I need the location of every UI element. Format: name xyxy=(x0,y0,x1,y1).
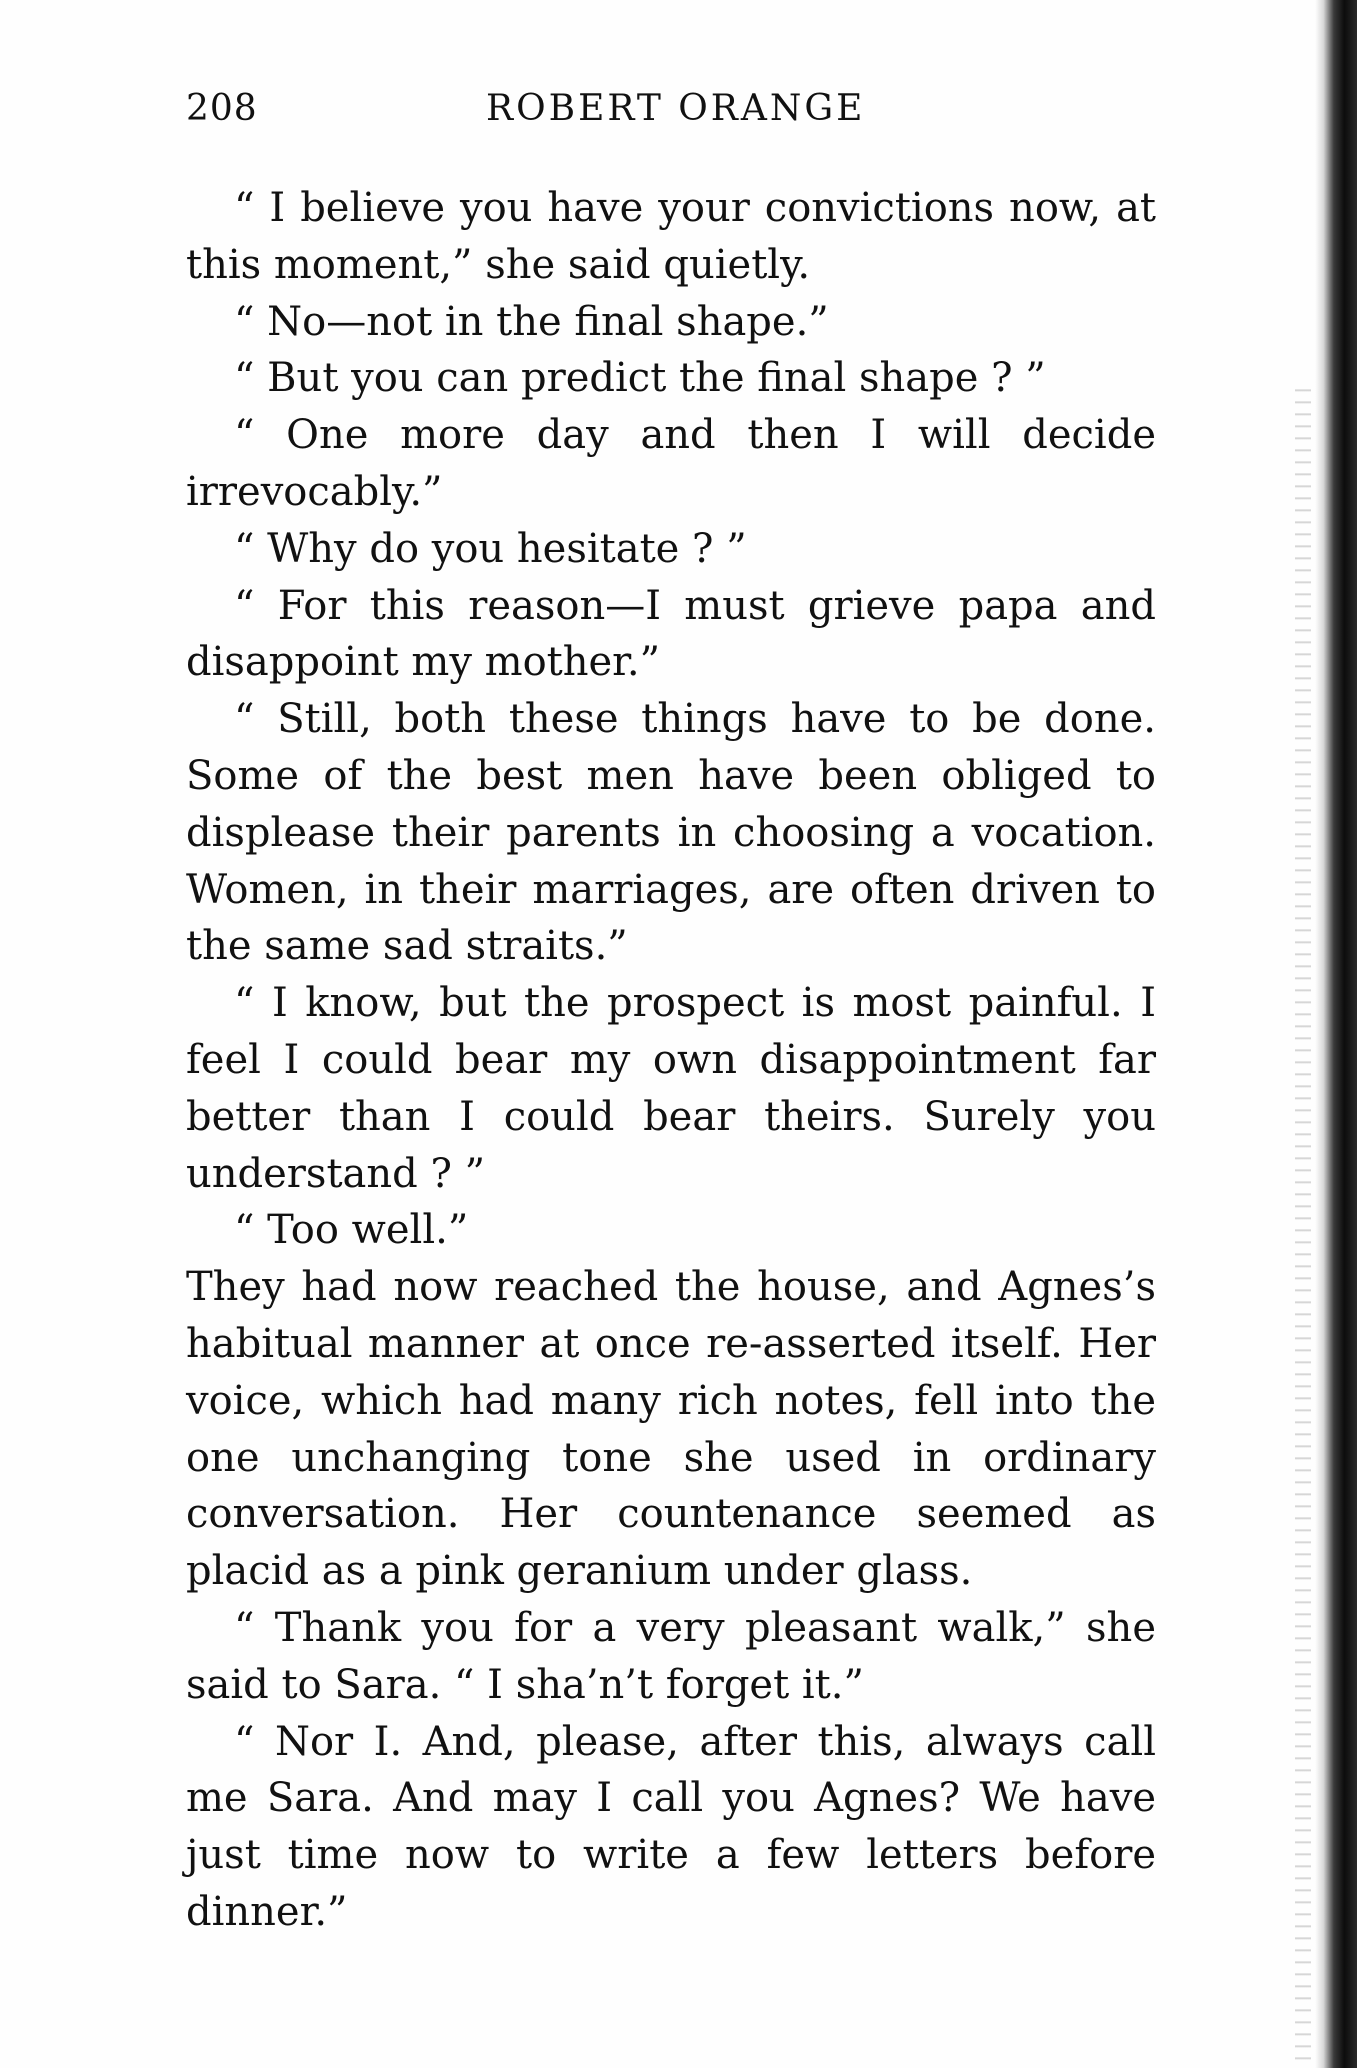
paragraph: “ But you can predict the final shape ? ” xyxy=(234,355,1046,402)
paragraph: “ Thank you for a very pleasant walk,” she said to Sara. “ I sha’n’t forget it.” xyxy=(186,1604,1156,1708)
page-number: 208 xyxy=(186,88,258,129)
page-header xyxy=(186,88,1146,138)
body-text xyxy=(186,180,1156,1941)
paragraph: They had now reached the house, and Agnes’s habitual manner at once re-asserted itself. Her voice, which had many rich notes, fell into the one unchanging tone she used in ordinary conversation. Her countenance seemed as placid as a pink geranium under glass. xyxy=(186,1264,1156,1595)
paragraph: “ For this reason—I must grieve papa and disappoint my mother.” xyxy=(186,582,1156,686)
binding-edge xyxy=(1315,0,1357,2068)
paragraph: “ I believe you have your convictions now, at this moment,” she said quietly. xyxy=(186,185,1156,288)
paragraph: “ One more day and then I will decide irrevocably.” xyxy=(186,412,1156,515)
paragraph: “ Nor I. And, please, after this, always call me Sara. And may I call you Agnes? We have just time now to write a few letters before dinner.” xyxy=(186,1718,1156,1935)
paragraph: “ Still, both these things have to be done. Some of the best men have been obliged to displease their parents in choosing a vocation. Women, in their marriages, are often driven to the same sad straits.” xyxy=(186,696,1156,970)
paragraph: “ No—not in the final shape.” xyxy=(234,298,829,345)
running-head-title: ROBERT ORANGE xyxy=(486,88,866,129)
paragraph: “ I know, but the prospect is most painful. I feel I could bear my own disappointment far better than I could bear theirs. Surely you understand ? ” xyxy=(186,980,1156,1197)
paragraph: “ Too well.” xyxy=(234,1207,469,1254)
binding-shadow-speckle xyxy=(1295,380,1311,2060)
paragraph: “ Why do you hesitate ? ” xyxy=(234,525,747,572)
